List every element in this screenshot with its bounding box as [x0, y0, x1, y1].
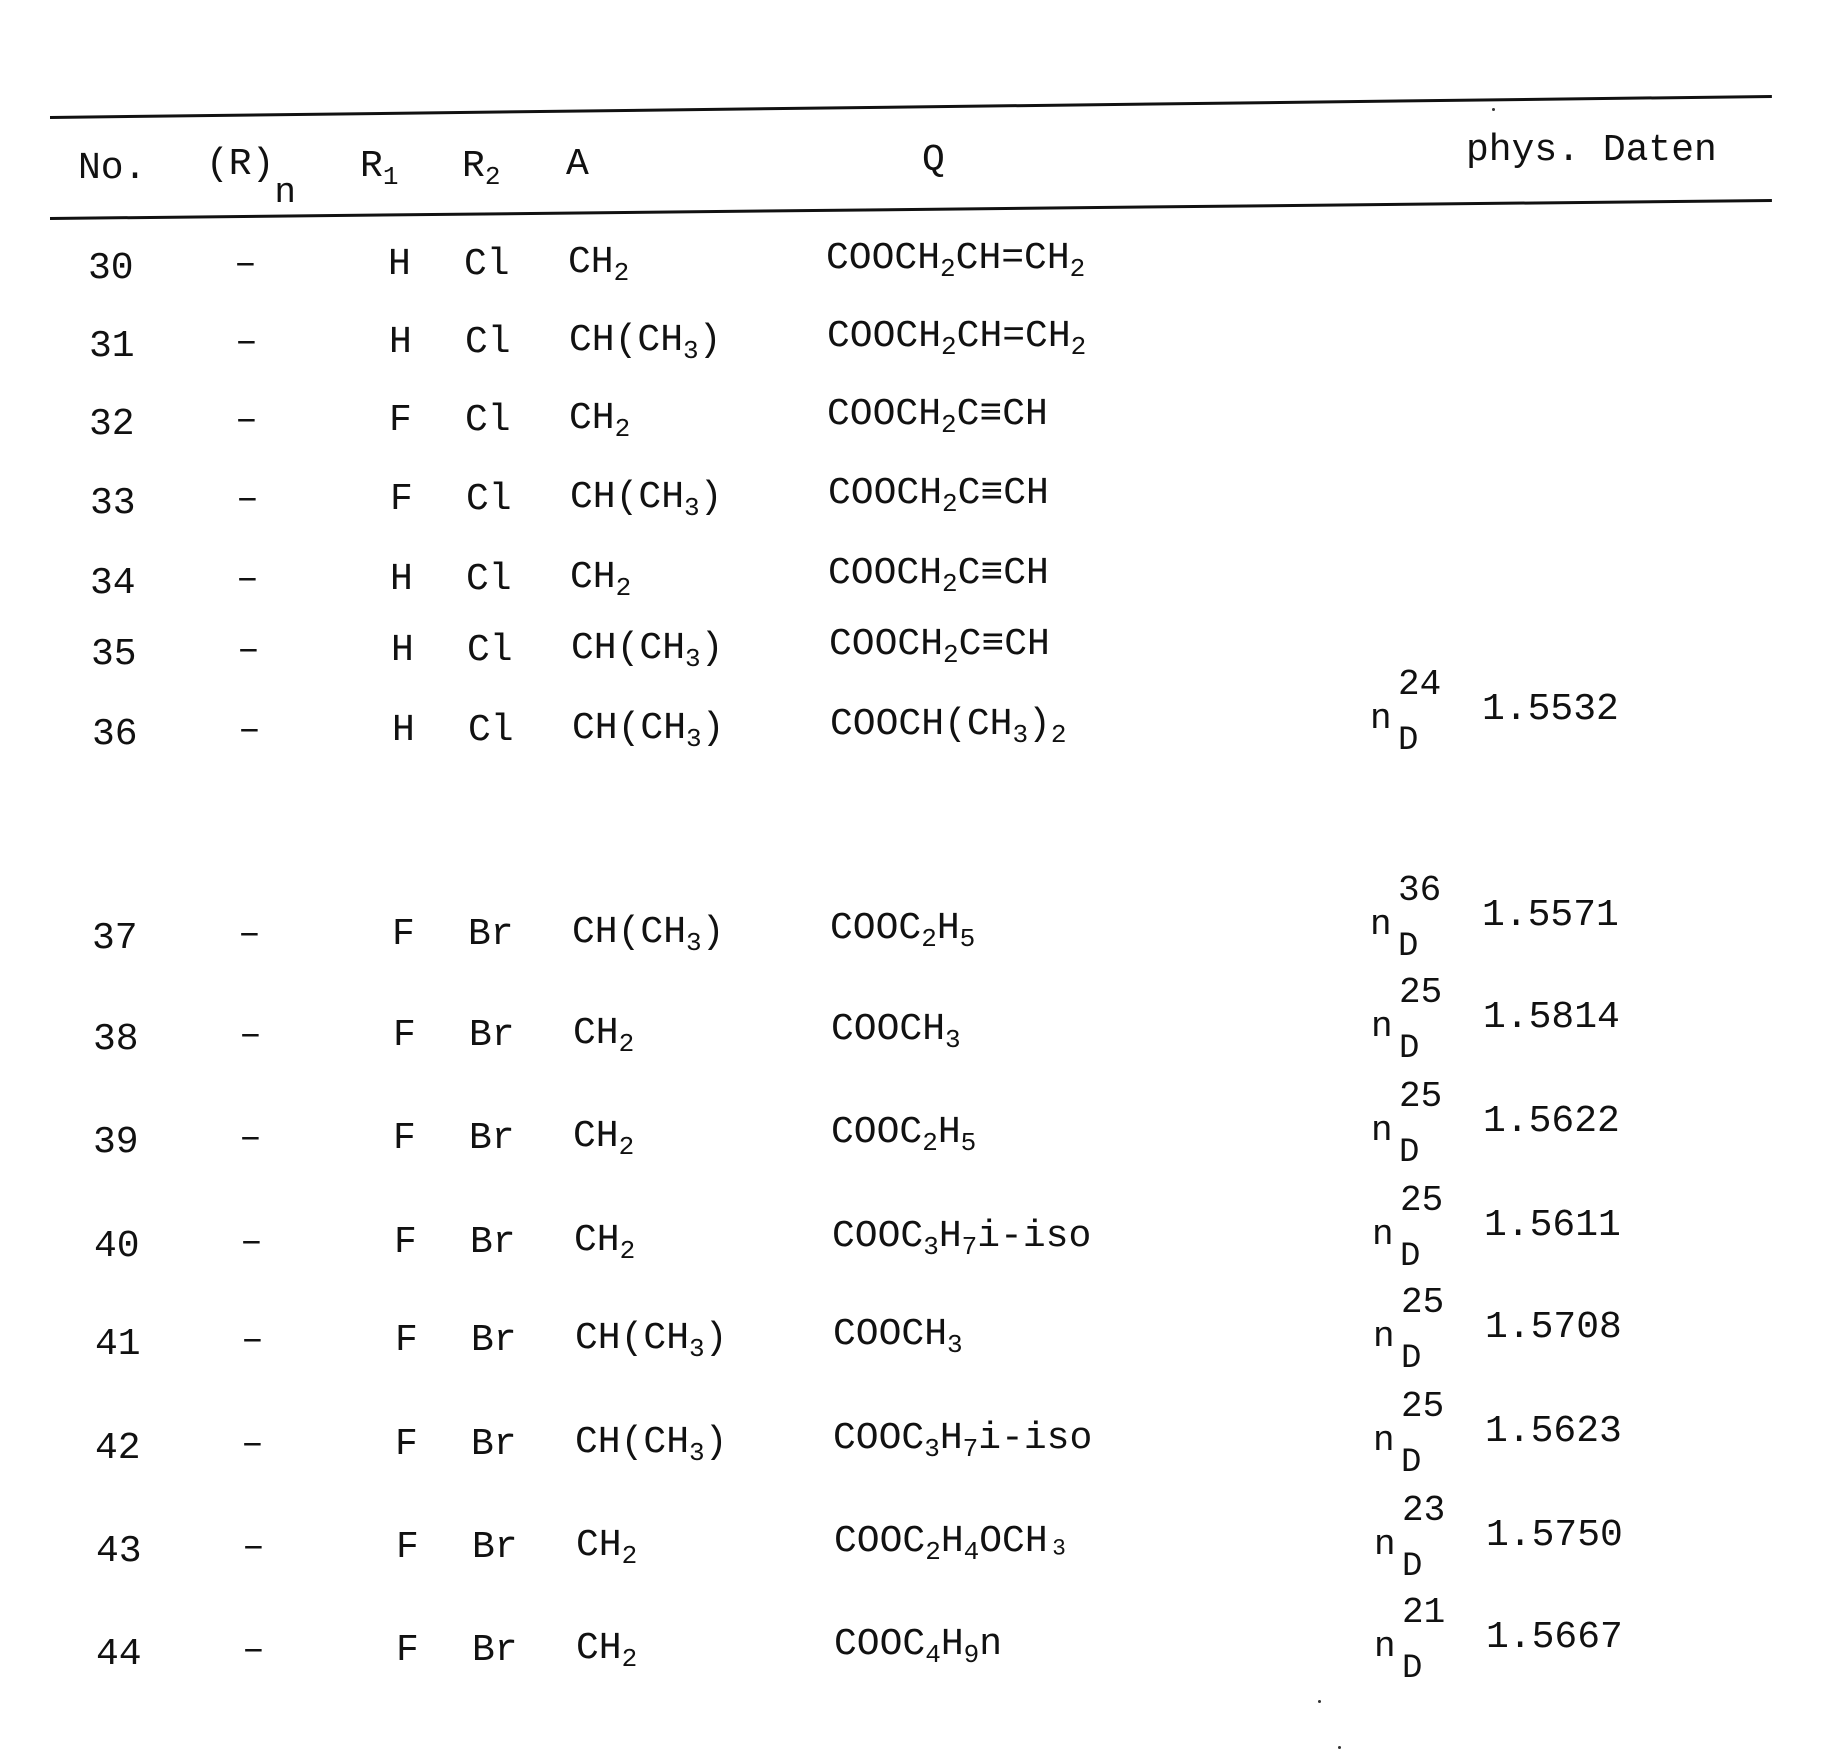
- subscript: 2: [615, 573, 632, 603]
- cell-no: 39: [93, 1121, 139, 1164]
- phys-data: [1371, 1076, 1691, 1172]
- refractive-index-value: 1.5571: [1482, 894, 1619, 937]
- sodium-d-line-subscript: D: [1402, 1650, 1423, 1688]
- cell-r1: H: [390, 558, 413, 601]
- subscript: 2: [1070, 332, 1087, 362]
- sodium-d-line-subscript: D: [1398, 722, 1419, 760]
- cell-no: 44: [96, 1633, 142, 1676]
- cell-a: $CH_2$: [569, 397, 631, 444]
- header-a: A: [566, 143, 589, 186]
- phys-data: [1370, 870, 1690, 966]
- refractive-index-symbol: n: [1374, 1524, 1396, 1565]
- cell-rn: –: [235, 399, 258, 442]
- subscript: 3: [684, 493, 700, 523]
- cell-rn: –: [242, 1526, 265, 1569]
- cell-no: 35: [91, 633, 137, 676]
- phys-data: [1371, 972, 1691, 1068]
- cell-r1: F: [395, 1319, 418, 1362]
- cell-rn: –: [236, 558, 259, 601]
- cell-a: $CH(CH_3)$: [575, 1421, 728, 1468]
- subscript: 2: [941, 410, 957, 440]
- cell-r1: F: [393, 1014, 416, 1057]
- cell-rn: –: [237, 629, 260, 672]
- temperature-superscript: 25: [1399, 1076, 1443, 1117]
- cell-no: 31: [89, 325, 135, 368]
- table-top-rule: [50, 95, 1772, 119]
- refractive-index-symbol: n: [1372, 1214, 1394, 1255]
- cell-a: $CH(CH_3)$: [570, 476, 723, 523]
- cell-r2: Cl: [468, 709, 514, 752]
- refractive-index-value: 1.5667: [1486, 1616, 1623, 1659]
- refractive-index-value: 1.5814: [1483, 996, 1620, 1039]
- cell-r2: Cl: [464, 243, 510, 286]
- cell-q: $COOCH_2CH=CH_2$: [827, 315, 1087, 362]
- sodium-d-line-subscript: D: [1399, 1134, 1420, 1172]
- temperature-superscript: 21: [1402, 1592, 1446, 1633]
- subscript: 2: [921, 924, 937, 954]
- cell-rn: –: [235, 321, 258, 364]
- phys-data: [1374, 1490, 1694, 1586]
- subscript: 3: [689, 1334, 705, 1364]
- cell-a: $CH(CH_3)$: [569, 319, 722, 366]
- cell-r2: Br: [472, 1629, 518, 1672]
- header-r1-base: R: [360, 145, 383, 188]
- cell-no: 32: [89, 403, 135, 446]
- cell-a: $CH(CH_3)$: [575, 1317, 728, 1364]
- cell-rn: –: [240, 1221, 263, 1264]
- header-r2: [462, 145, 501, 192]
- subscript: 3: [683, 336, 699, 366]
- subscript: 2: [621, 1541, 638, 1571]
- phys-data: [1372, 1180, 1692, 1276]
- temperature-superscript: 24: [1398, 664, 1442, 705]
- cell-q: $COOCH_2C\equiv CH$: [829, 623, 1050, 670]
- phys-data: [1370, 664, 1690, 760]
- cell-r2: Br: [471, 1319, 517, 1362]
- refractive-index-symbol: n: [1371, 1110, 1393, 1151]
- cell-no: 43: [96, 1530, 142, 1573]
- subscript: 3: [945, 1025, 961, 1055]
- subscript: 4: [925, 1640, 941, 1670]
- sodium-d-line-subscript: D: [1398, 928, 1419, 966]
- cell-r2: Br: [472, 1526, 518, 1569]
- cell-r2: Br: [470, 1221, 516, 1264]
- refractive-index-value: 1.5611: [1484, 1204, 1621, 1247]
- scan-speck: [1318, 1700, 1321, 1703]
- cell-no: 41: [95, 1323, 141, 1366]
- subscript: 2: [618, 1132, 635, 1162]
- refractive-index-value: 1.5708: [1485, 1306, 1622, 1349]
- cell-q: $COOCH_2CH=CH_2$: [826, 237, 1086, 284]
- cell-q: $COOCH_2C\equiv CH$: [828, 552, 1049, 599]
- phys-data: [1374, 1592, 1694, 1688]
- subscript: 9: [963, 1640, 980, 1670]
- scan-speck: [1492, 108, 1495, 111]
- subscript: 3: [923, 1232, 939, 1262]
- subscript: 5: [959, 924, 976, 954]
- cell-r1: F: [395, 1423, 418, 1466]
- cell-r1: H: [391, 629, 414, 672]
- cell-r1: F: [396, 1629, 419, 1672]
- refractive-index-value: 1.5750: [1486, 1514, 1623, 1557]
- temperature-superscript: 36: [1398, 870, 1442, 911]
- scan-speck: [1338, 1746, 1341, 1749]
- cell-q: $COOCH(CH_3)_2$: [830, 703, 1067, 750]
- refractive-index-value: 1.5623: [1485, 1410, 1622, 1453]
- cell-a: $CH_2$: [573, 1012, 635, 1059]
- cell-no: 37: [92, 917, 138, 960]
- cell-rn: –: [238, 913, 261, 956]
- temperature-superscript: 25: [1399, 972, 1443, 1013]
- header-r1-sub: 1: [382, 162, 399, 192]
- cell-r1: H: [388, 243, 411, 286]
- cell-r2: Br: [469, 1117, 515, 1160]
- cell-rn: –: [239, 1117, 262, 1160]
- subscript: 3: [685, 644, 701, 674]
- cell-no: 30: [88, 247, 134, 290]
- header-r2-sub: 2: [484, 162, 501, 192]
- subscript: 2: [1050, 720, 1067, 750]
- refractive-index-symbol: n: [1373, 1316, 1395, 1357]
- cell-no: 38: [93, 1018, 139, 1061]
- cell-a: $CH_2$: [576, 1524, 638, 1571]
- cell-a: $CH_2$: [570, 556, 632, 603]
- cell-rn: –: [241, 1423, 264, 1466]
- table-header-rule: [50, 199, 1772, 220]
- cell-a: $CH_2$: [568, 241, 630, 288]
- cell-no: 36: [92, 713, 138, 756]
- subscript: 2: [942, 489, 958, 519]
- subscript: 7: [962, 1434, 979, 1464]
- cell-a: $CH_2$: [573, 1115, 635, 1162]
- cell-a: $CH_2$: [576, 1627, 638, 1674]
- header-phys-daten: phys. Daten: [1466, 129, 1717, 172]
- refractive-index-symbol: n: [1374, 1626, 1396, 1667]
- subscript: 2: [942, 569, 958, 599]
- cell-q: $COOC_2H_5$: [830, 907, 976, 954]
- cell-no: 34: [90, 562, 136, 605]
- temperature-superscript: 25: [1401, 1386, 1445, 1427]
- phys-data: [1373, 1386, 1693, 1482]
- subscript: 2: [619, 1236, 636, 1266]
- cell-q: $COOC_3H_7i$-iso: [833, 1417, 1093, 1464]
- cell-q: $COOCH_2C\equiv CH$: [827, 393, 1048, 440]
- cell-rn: –: [241, 1319, 264, 1362]
- cell-r2: Cl: [467, 629, 513, 672]
- subscript: 7: [961, 1232, 978, 1262]
- refractive-index-value: 1.5532: [1482, 688, 1619, 731]
- header-rn-sub: n: [274, 172, 297, 213]
- cell-rn: –: [238, 709, 261, 752]
- cell-q: $COOCH_3$: [831, 1008, 961, 1055]
- temperature-superscript: 25: [1400, 1180, 1444, 1221]
- subscript: 3: [686, 928, 702, 958]
- cell-r1: F: [392, 913, 415, 956]
- refractive-index-symbol: n: [1373, 1420, 1395, 1461]
- cell-q: $COOC_2H_4OCH_3$: [834, 1520, 1071, 1567]
- cell-no: 40: [94, 1225, 140, 1268]
- cell-r2: Cl: [466, 478, 512, 521]
- cell-r1: F: [389, 399, 412, 442]
- refractive-index-symbol: n: [1371, 1006, 1393, 1047]
- temperature-superscript: 23: [1402, 1490, 1446, 1531]
- subscript: 2: [941, 332, 957, 362]
- subscript: 2: [614, 414, 631, 444]
- subscript: 3: [947, 1330, 963, 1360]
- cell-r1: H: [392, 709, 415, 752]
- cell-rn: –: [236, 478, 259, 521]
- cell-a: $CH(CH_3)$: [572, 911, 725, 958]
- sodium-d-line-subscript: D: [1402, 1548, 1423, 1586]
- cell-r2: Cl: [465, 399, 511, 442]
- subscript: 5: [960, 1128, 977, 1158]
- subscript: 2: [925, 1537, 941, 1567]
- cell-r1: F: [393, 1117, 416, 1160]
- phys-data: [1373, 1282, 1693, 1378]
- cell-q: $COOCH_2C\equiv CH$: [828, 472, 1049, 519]
- header-r1: [360, 145, 399, 192]
- refractive-index-symbol: n: [1370, 698, 1392, 739]
- header-no: No.: [78, 147, 147, 190]
- cell-no: 33: [90, 482, 136, 525]
- subscript: 2: [922, 1128, 938, 1158]
- header-rn-base: (R): [206, 143, 275, 186]
- sodium-d-line-subscript: D: [1401, 1340, 1422, 1378]
- cell-a: $CH(CH_3)$: [571, 627, 724, 674]
- cell-r2: Br: [469, 1014, 515, 1057]
- subscript: 4: [963, 1537, 980, 1567]
- header-r2-base: R: [462, 145, 485, 188]
- cell-r2: Cl: [466, 558, 512, 601]
- cell-r1: F: [390, 478, 413, 521]
- cell-rn: –: [239, 1014, 262, 1057]
- cell-rn: –: [242, 1629, 265, 1672]
- temperature-superscript: 25: [1401, 1282, 1445, 1323]
- subscript: 2: [621, 1644, 638, 1674]
- cell-q: $COOC_2H_5$: [831, 1111, 977, 1158]
- cell-rn: –: [234, 243, 257, 286]
- cell-a: $CH(CH_3)$: [572, 707, 725, 754]
- header-q: Q: [922, 139, 945, 182]
- cell-r1: F: [396, 1526, 419, 1569]
- cell-a: $CH_2$: [574, 1219, 636, 1266]
- header-rn: [206, 143, 297, 213]
- cell-q: $COOC_3H_7i$-iso: [832, 1215, 1092, 1262]
- refractive-index-value: 1.5622: [1483, 1100, 1620, 1143]
- refractive-index-symbol: n: [1370, 904, 1392, 945]
- cell-r1: F: [394, 1221, 417, 1264]
- sodium-d-line-subscript: D: [1401, 1444, 1422, 1482]
- subscript: 2: [943, 640, 959, 670]
- subscript: 2: [1069, 254, 1086, 284]
- sodium-d-line-subscript: D: [1399, 1030, 1420, 1068]
- subscript: 2: [613, 258, 630, 288]
- cell-r2: Br: [468, 913, 514, 956]
- subscript: 2: [618, 1029, 635, 1059]
- cell-r2: Cl: [465, 321, 511, 364]
- cell-no: 42: [95, 1427, 141, 1470]
- cell-q: $COOC_4H_9n$: [834, 1623, 1003, 1670]
- cell-q: $COOCH_3$: [833, 1313, 963, 1360]
- cell-r1: H: [389, 321, 412, 364]
- subscript: 3: [1012, 720, 1029, 750]
- subscript: 3: [686, 724, 702, 754]
- subscript: 3: [924, 1434, 940, 1464]
- subscript: 2: [940, 254, 956, 284]
- cell-r2: Br: [471, 1423, 517, 1466]
- sodium-d-line-subscript: D: [1400, 1238, 1421, 1276]
- subscript: 3: [689, 1438, 705, 1468]
